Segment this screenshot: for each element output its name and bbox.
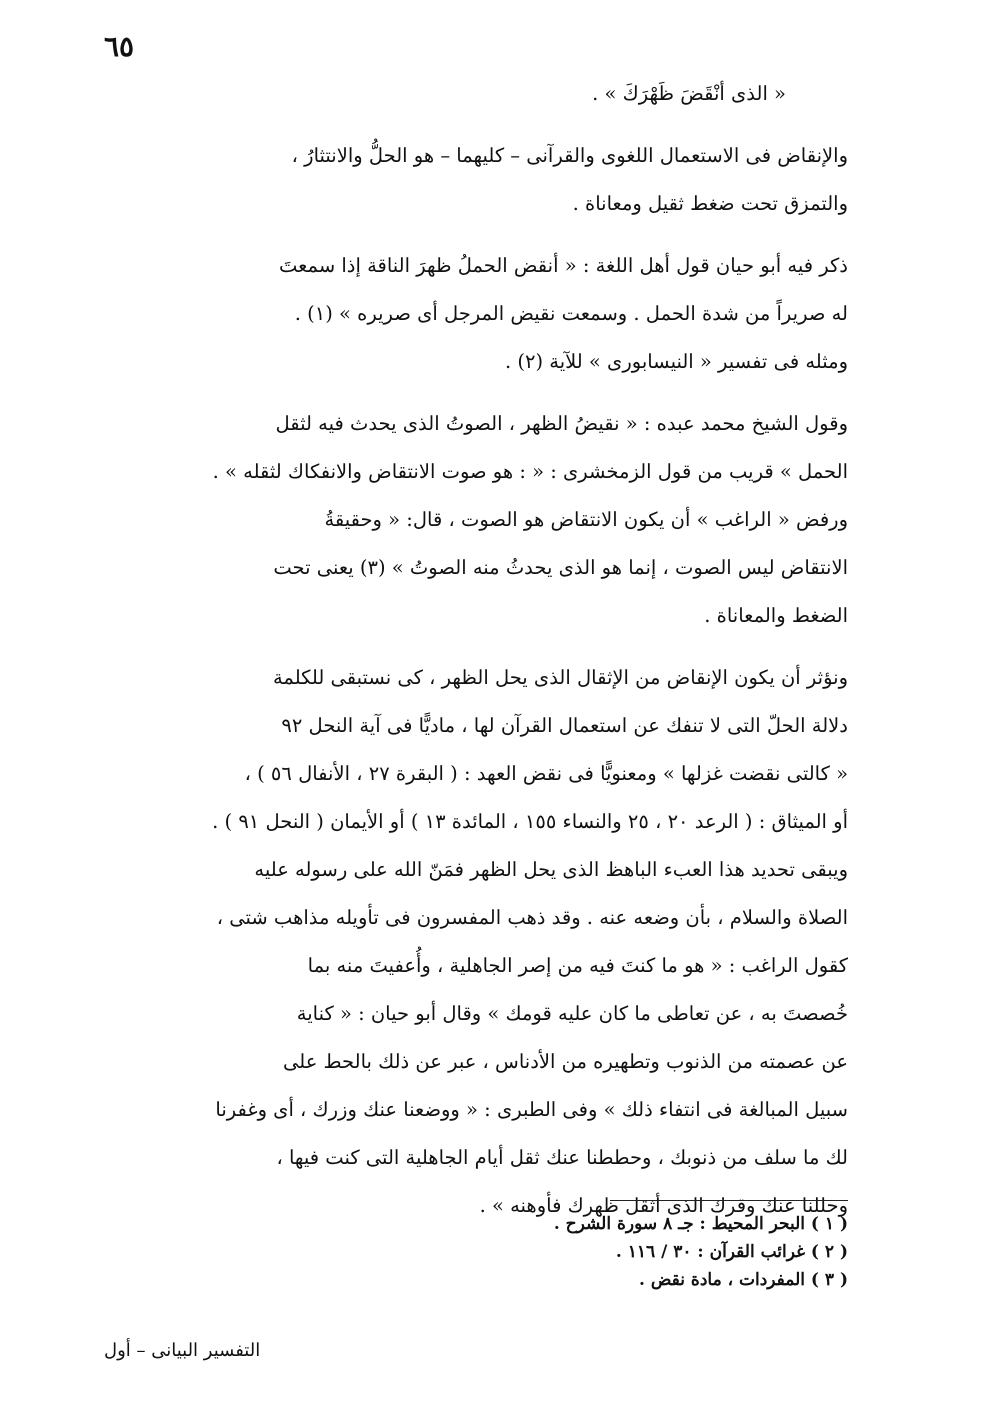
paragraph: [92, 242, 848, 338]
text-line: « الذى أنْقَضَ ظَهْرَكَ » .: [592, 82, 786, 105]
text-line: دلالة الحلّ التى لا تنفك عن استعمال القرآن لها ، ماديًّا فى آية النحل ٩٢: [281, 714, 848, 737]
footnotes: [470, 1210, 848, 1294]
footnote: ( ٢ ) غرائب القرآن : ٣٠ / ١١٦ .: [615, 1242, 848, 1262]
book-footer: التفسير البيانى – أول: [104, 1340, 261, 1361]
text-line: عن عصمته من الذنوب وتطهيره من الأدناس ، عبر عن ذلك بالحط على: [283, 1050, 848, 1073]
paragraph: [92, 70, 848, 118]
text-line: الصلاة والسلام ، بأن وضعه عنه . وقد ذهب المفسرون فى تأويله مذاهب شتى ،: [216, 906, 848, 929]
text-line: ونؤثر أن يكون الإنقاض من الإثقال الذى يحل الظهر ، كى نستبقى للكلمة: [272, 666, 848, 689]
text-line: ورفض « الراغب » أن يكون الانتقاض هو الصوت ، قال: « وحقيقةُ: [324, 508, 848, 531]
text-line: وقول الشيخ محمد عبده : « نقيضُ الظهر ، الصوتُ الذى يحدث فيه لثقل: [275, 412, 848, 435]
text-line: والتمزق تحت ضغط ثقيل ومعاناة .: [572, 192, 848, 215]
paragraph: [92, 496, 848, 640]
text-line: « كالتى نقضت غزلها » ومعنويًّا فى نقض العهد : ( البقرة ٢٧ ، الأنفال ٥٦ ) ،: [244, 762, 848, 785]
text-line: له صريراً من شدة الحمل . وسمعت نقيض المرجل أى صريره » (١) .: [294, 302, 848, 325]
paragraph: [92, 132, 848, 228]
paragraph: [92, 400, 848, 496]
footnote-divider: [610, 1200, 848, 1201]
text-line: الحمل » قريب من قول الزمخشرى : « : هو صوت الانتقاض والانفكاك لثقله » .: [212, 460, 848, 483]
footnote: ( ١ ) البحر المحيط : جـ ٨ سورة الشرح .: [553, 1214, 848, 1234]
text-line: لك ما سلف من ذنوبك ، وحططنا عنك ثقل أيام الجاهلية التى كنت فيها ،: [276, 1146, 848, 1169]
page-number: ٦٥: [104, 30, 135, 63]
text-line: أو الميثاق : ( الرعد ٢٠ ، ٢٥ والنساء ١٥٥ ، المائدة ١٣ ) أو الأيمان ( النحل ٩١ ) .: [212, 810, 848, 833]
text-line: وحللنا عنك وقرك الذى أثقل ظهرك فأوهنه » .: [479, 1194, 848, 1217]
text-line: سبيل المبالغة فى انتفاء ذلك » وفى الطبرى : « ووضعنا عنك وزرك ، أى وغفرنا: [215, 1098, 848, 1121]
text-line: ويبقى تحديد هذا العبء الباهظ الذى يحل الظهر فمَنّ الله على رسوله عليه: [254, 858, 848, 881]
text-line: خُصصتَ به ، عن تعاطى ما كان عليه قومك » وقال أبو حيان : « كناية: [296, 1002, 848, 1025]
text-line: ومثله فى تفسير « النيسابورى » للآية (٢) .: [504, 350, 848, 373]
text-line: الانتقاض ليس الصوت ، إنما هو الذى يحدثُ منه الصوتُ » (٣) يعنى تحت: [273, 556, 848, 579]
paragraph: [92, 654, 848, 846]
text-line: ذكر فيه أبو حيان قول أهل اللغة : « أنقض الحملُ ظهرَ الناقة إذا سمعتَ: [279, 254, 848, 277]
body-text: [92, 70, 848, 1230]
paragraph: [92, 338, 848, 386]
text-line: الضغط والمعاناة .: [704, 604, 848, 627]
footnote: ( ٣ ) المفردات ، مادة نقض .: [639, 1270, 848, 1290]
paragraph: [92, 846, 848, 1230]
text-line: كقول الراغب : « هو ما كنتَ فيه من إصر الجاهلية ، وأُعفيتَ منه بما: [307, 954, 848, 977]
text-line: والإنقاض فى الاستعمال اللغوى والقرآنى – كليهما – هو الحلُّ والانتثارُ ،: [291, 144, 848, 167]
